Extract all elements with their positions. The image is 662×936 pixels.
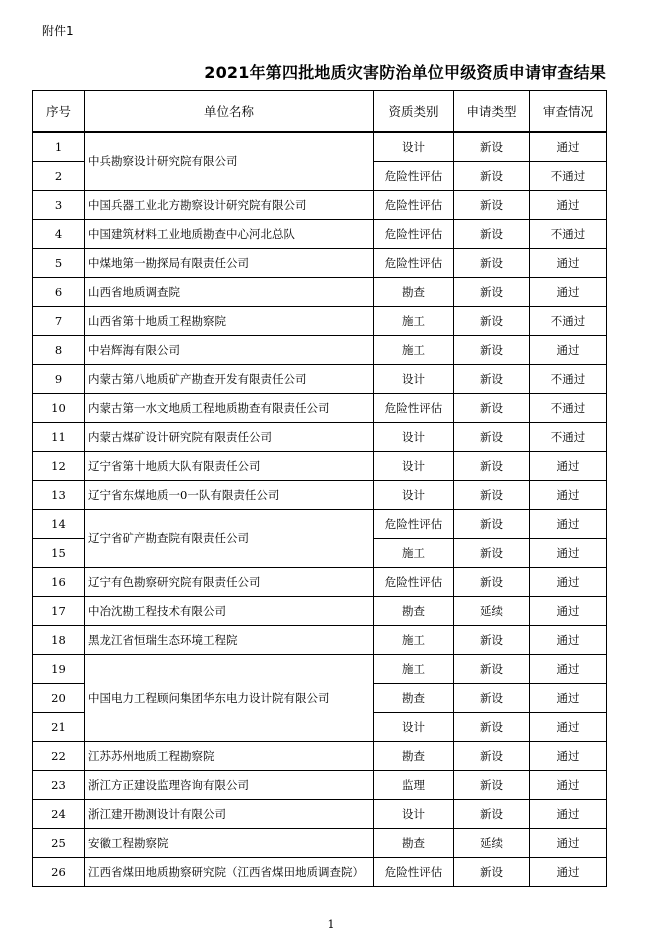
unit-name: 内蒙古第八地质矿产勘查开发有限责任公司 xyxy=(85,365,374,394)
qualification-category: 勘查 xyxy=(374,742,454,771)
unit-name: 中国建筑材料工业地质勘查中心河北总队 xyxy=(85,220,374,249)
table-row xyxy=(33,278,607,307)
table-row xyxy=(33,597,607,626)
header-application-type: 申请类型 xyxy=(454,91,530,133)
unit-name: 山西省第十地质工程勘察院 xyxy=(85,307,374,336)
review-result: 通过 xyxy=(530,452,607,481)
unit-name: 内蒙古煤矿设计研究院有限责任公司 xyxy=(85,423,374,452)
application-type: 新设 xyxy=(454,713,530,742)
review-result: 不通过 xyxy=(530,423,607,452)
qualification-category: 设计 xyxy=(374,132,454,162)
review-result: 通过 xyxy=(530,800,607,829)
review-result: 通过 xyxy=(530,249,607,278)
qualification-category: 设计 xyxy=(374,713,454,742)
application-type: 新设 xyxy=(454,858,530,887)
unit-name: 中国兵器工业北方勘察设计研究院有限公司 xyxy=(85,191,374,220)
unit-name: 辽宁省第十地质大队有限责任公司 xyxy=(85,452,374,481)
unit-name: 黑龙江省恒瑞生态环境工程院 xyxy=(85,626,374,655)
application-type: 新设 xyxy=(454,626,530,655)
row-number: 7 xyxy=(33,307,85,336)
application-type: 新设 xyxy=(454,191,530,220)
row-number: 21 xyxy=(33,713,85,742)
application-type: 新设 xyxy=(454,684,530,713)
unit-name: 辽宁省东煤地质一0一队有限责任公司 xyxy=(85,481,374,510)
qualification-category: 设计 xyxy=(374,423,454,452)
application-type: 新设 xyxy=(454,539,530,568)
table-row xyxy=(33,481,607,510)
header-qualification-category: 资质类别 xyxy=(374,91,454,133)
table-row xyxy=(33,858,607,887)
unit-name: 内蒙古第一水文地质工程地质勘查有限责任公司 xyxy=(85,394,374,423)
row-number: 1 xyxy=(33,132,85,162)
application-type: 新设 xyxy=(454,278,530,307)
row-number: 25 xyxy=(33,829,85,858)
application-type: 延续 xyxy=(454,829,530,858)
header-review-result: 审查情况 xyxy=(530,91,607,133)
application-type: 新设 xyxy=(454,481,530,510)
review-result: 通过 xyxy=(530,858,607,887)
table-row xyxy=(33,365,607,394)
qualification-category: 勘查 xyxy=(374,278,454,307)
table-row xyxy=(33,336,607,365)
row-number: 15 xyxy=(33,539,85,568)
review-result: 不通过 xyxy=(530,307,607,336)
qualification-category: 危险性评估 xyxy=(374,249,454,278)
row-number: 22 xyxy=(33,742,85,771)
unit-name: 江西省煤田地质勘察研究院（江西省煤田地质调查院） xyxy=(85,858,374,887)
qualification-category: 危险性评估 xyxy=(374,510,454,539)
unit-name: 辽宁省矿产勘查院有限责任公司 xyxy=(85,510,374,568)
review-result: 通过 xyxy=(530,742,607,771)
row-number: 26 xyxy=(33,858,85,887)
application-type: 新设 xyxy=(454,771,530,800)
application-type: 新设 xyxy=(454,800,530,829)
table-row xyxy=(33,568,607,597)
qualification-category: 设计 xyxy=(374,481,454,510)
row-number: 10 xyxy=(33,394,85,423)
row-number: 19 xyxy=(33,655,85,684)
table-row xyxy=(33,307,607,336)
application-type: 新设 xyxy=(454,162,530,191)
unit-name: 辽宁有色勘察研究院有限责任公司 xyxy=(85,568,374,597)
review-result: 通过 xyxy=(530,278,607,307)
application-type: 新设 xyxy=(454,423,530,452)
table-row xyxy=(33,742,607,771)
qualification-category: 危险性评估 xyxy=(374,858,454,887)
row-number: 2 xyxy=(33,162,85,191)
row-number: 24 xyxy=(33,800,85,829)
row-number: 20 xyxy=(33,684,85,713)
document-title: 2021年第四批地质灾害防治单位甲级资质申请审查结果 xyxy=(204,63,606,82)
review-result: 通过 xyxy=(530,568,607,597)
review-result: 通过 xyxy=(530,655,607,684)
row-number: 12 xyxy=(33,452,85,481)
application-type: 新设 xyxy=(454,394,530,423)
unit-name: 中国电力工程顾问集团华东电力设计院有限公司 xyxy=(85,655,374,742)
row-number: 17 xyxy=(33,597,85,626)
table-row xyxy=(33,423,607,452)
unit-name: 中岩辉海有限公司 xyxy=(85,336,374,365)
row-number: 18 xyxy=(33,626,85,655)
row-number: 4 xyxy=(33,220,85,249)
attachment-label: 附件1 xyxy=(42,24,74,38)
review-result: 不通过 xyxy=(530,365,607,394)
qualification-category: 施工 xyxy=(374,655,454,684)
table-body xyxy=(33,132,607,887)
qualification-category: 设计 xyxy=(374,452,454,481)
table-row xyxy=(33,510,607,539)
table-row xyxy=(33,191,607,220)
page-number: 1 xyxy=(327,918,335,931)
table-row xyxy=(33,829,607,858)
application-type: 新设 xyxy=(454,220,530,249)
qualification-category: 勘查 xyxy=(374,597,454,626)
row-number: 8 xyxy=(33,336,85,365)
qualification-category: 危险性评估 xyxy=(374,191,454,220)
review-result: 通过 xyxy=(530,829,607,858)
unit-name: 中煤地第一勘探局有限责任公司 xyxy=(85,249,374,278)
review-result: 通过 xyxy=(530,597,607,626)
application-type: 新设 xyxy=(454,336,530,365)
qualification-category: 监理 xyxy=(374,771,454,800)
table-row xyxy=(33,771,607,800)
review-result: 通过 xyxy=(530,713,607,742)
unit-name: 浙江建开勘测设计有限公司 xyxy=(85,800,374,829)
unit-name: 安徽工程勘察院 xyxy=(85,829,374,858)
review-result: 不通过 xyxy=(530,220,607,249)
unit-name: 山西省地质调查院 xyxy=(85,278,374,307)
application-type: 新设 xyxy=(454,365,530,394)
review-result: 不通过 xyxy=(530,162,607,191)
qualification-category: 危险性评估 xyxy=(374,568,454,597)
unit-name: 中冶沈勘工程技术有限公司 xyxy=(85,597,374,626)
qualification-category: 施工 xyxy=(374,336,454,365)
qualification-category: 施工 xyxy=(374,307,454,336)
header-no: 序号 xyxy=(33,91,85,133)
qualification-category: 勘查 xyxy=(374,829,454,858)
qualification-category: 危险性评估 xyxy=(374,394,454,423)
review-result: 通过 xyxy=(530,481,607,510)
review-result: 通过 xyxy=(530,539,607,568)
review-result: 通过 xyxy=(530,336,607,365)
table-row xyxy=(33,220,607,249)
review-result: 不通过 xyxy=(530,394,607,423)
qualification-category: 危险性评估 xyxy=(374,162,454,191)
application-type: 新设 xyxy=(454,568,530,597)
qualification-category: 施工 xyxy=(374,626,454,655)
qualification-category: 危险性评估 xyxy=(374,220,454,249)
qualification-category: 勘查 xyxy=(374,684,454,713)
review-result: 通过 xyxy=(530,132,607,162)
table-row xyxy=(33,249,607,278)
row-number: 11 xyxy=(33,423,85,452)
application-type: 延续 xyxy=(454,597,530,626)
review-result: 通过 xyxy=(530,510,607,539)
row-number: 9 xyxy=(33,365,85,394)
table-row xyxy=(33,394,607,423)
row-number: 16 xyxy=(33,568,85,597)
application-type: 新设 xyxy=(454,307,530,336)
qualification-category: 施工 xyxy=(374,539,454,568)
review-result: 通过 xyxy=(530,684,607,713)
application-type: 新设 xyxy=(454,452,530,481)
table-header-row xyxy=(33,91,607,133)
row-number: 3 xyxy=(33,191,85,220)
application-type: 新设 xyxy=(454,655,530,684)
table-row xyxy=(33,452,607,481)
application-type: 新设 xyxy=(454,742,530,771)
table-row xyxy=(33,626,607,655)
row-number: 14 xyxy=(33,510,85,539)
application-type: 新设 xyxy=(454,249,530,278)
review-result: 通过 xyxy=(530,191,607,220)
unit-name: 中兵勘察设计研究院有限公司 xyxy=(85,132,374,191)
row-number: 6 xyxy=(33,278,85,307)
header-unit-name: 单位名称 xyxy=(85,91,374,133)
row-number: 13 xyxy=(33,481,85,510)
review-result: 通过 xyxy=(530,626,607,655)
table-row xyxy=(33,655,607,684)
row-number: 23 xyxy=(33,771,85,800)
application-type: 新设 xyxy=(454,510,530,539)
application-type: 新设 xyxy=(454,132,530,162)
qualification-category: 设计 xyxy=(374,365,454,394)
row-number: 5 xyxy=(33,249,85,278)
results-table xyxy=(32,90,607,887)
unit-name: 江苏苏州地质工程勘察院 xyxy=(85,742,374,771)
qualification-category: 设计 xyxy=(374,800,454,829)
review-result: 通过 xyxy=(530,771,607,800)
table-row xyxy=(33,800,607,829)
unit-name: 浙江方正建设监理咨询有限公司 xyxy=(85,771,374,800)
table-row xyxy=(33,132,607,162)
